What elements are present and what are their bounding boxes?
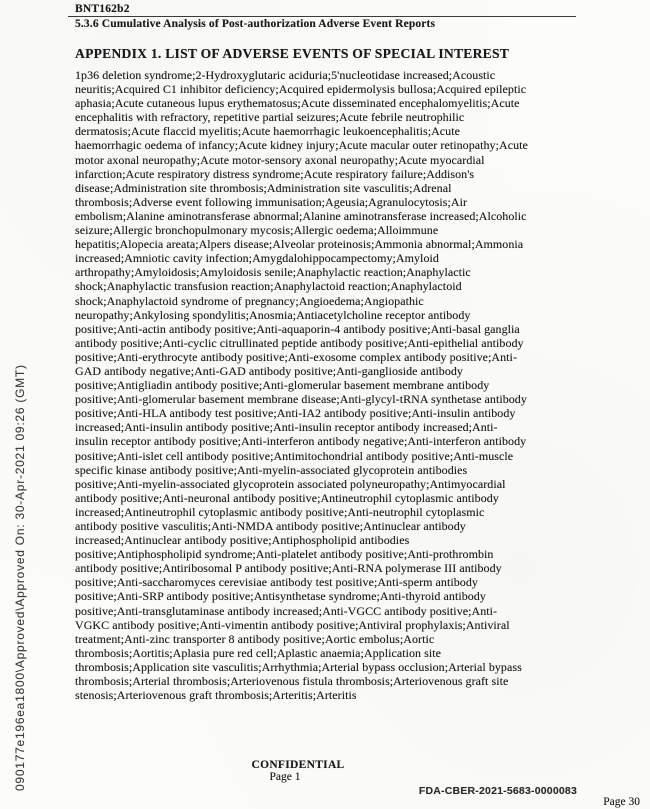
body-text-line: motor axonal neuropathy;Acute motor-sensory axonal neuropathy;Acute myocardial (75, 152, 485, 167)
internal-page-number: Page 1 (269, 771, 301, 783)
body-text-line: 1p36 deletion syndrome;2-Hydroxyglutaric aciduria;5'nucleotidase increased;Acoustic (75, 68, 496, 82)
body-text-line: positive;Anti-actin antibody positive;Anti-aquaporin-4 antibody positive;Anti-basal ganglia (75, 321, 520, 336)
body-text-line: dermatosis;Acute flaccid myelitis;Acute haemorrhagic leukoencephalitis;Acute (75, 124, 460, 139)
body-text-line: infarction;Acute respiratory distress syndrome;Acute respiratory failure;Addison's (75, 166, 475, 181)
body-text-line: positive;Anti-SRP antibody positive;Antisynthetase syndrome;Anti-thyroid antibody (75, 589, 486, 604)
document-title: 5.3.6 Cumulative Analysis of Post-authorization Adverse Event Reports (75, 18, 436, 30)
body-text-line: increased;Anti-insulin antibody positive;Anti-insulin receptor antibody increased;Anti- (75, 420, 498, 435)
header-rule (68, 16, 576, 17)
body-text-line: increased;Antineutrophil cytoplasmic antibody positive;Anti-neutrophil cytoplasmic (75, 504, 485, 519)
body-text-line: neuropathy;Ankylosing spondylitis;Anosmia;Antiacetylcholine receptor antibody (75, 307, 471, 322)
body-text-line: positive;Anti-saccharomyces cerevisiae antibody test positive;Anti-sperm antibody (75, 575, 478, 590)
body-text-line: positive;Anti-islet cell antibody positive;Antimitochondrial antibody positive;Anti-muscle (75, 448, 514, 463)
body-text-line: seizure;Allergic bronchopulmonary mycosis;Allergic oedema;Alloimmune (75, 223, 439, 238)
body-text-line: encephalitis with refractory, repetitive partial seizures;Acute febrile neutrophilic (75, 110, 465, 125)
body-text-line: antibody positive;Anti-neuronal antibody positive;Antineutrophil cytoplasmic antibody (75, 490, 499, 505)
body-text-line: VGKC antibody positive;Anti-vimentin antibody positive;Antiviral prophylaxis;Antiviral (75, 617, 510, 632)
confidential-label: CONFIDENTIAL (251, 759, 345, 771)
body-text-line: shock;Anaphylactoid syndrome of pregnancy;Angioedema;Angiopathic (75, 293, 424, 308)
approval-watermark: 090177e196ea1800\Approved\Approved On: 30-Apr-2021 09:26 (GMT) (13, 364, 27, 791)
body-text-line: positive;Anti-transglutaminase antibody increased;Anti-VGCC antibody positive;Anti- (75, 603, 498, 618)
body-text-line: positive;Antiphospholipid syndrome;Anti-platelet antibody positive;Anti-prothrombin (75, 547, 494, 562)
body-text-line: thrombosis;Arterial thrombosis;Arteriovenous fistula thrombosis;Arteriovenous graft site (75, 674, 509, 689)
body-text-line: thrombosis;Adverse event following immunisation;Ageusia;Agranulocytosis;Air (75, 194, 468, 209)
body-text-line: positive;Anti-myelin-associated glycoprotein associated polyneuropathy;Antimyocardial (75, 476, 506, 491)
page-header (68, 3, 576, 30)
body-text-line: disease;Administration site thrombosis;Administration site vasculitis;Adrenal (75, 180, 452, 195)
body-text-line: thrombosis;Aortitis;Aplasia pure red cell;Aplastic anaemia;Application site (75, 645, 441, 660)
adverse-events-list (75, 68, 580, 702)
body-text-line: haemorrhagic oedema of infancy;Acute kidney injury;Acute macular outer retinopathy;Acute (75, 138, 528, 153)
body-text-line: aphasia;Acute cutaneous lupus erythematosus;Acute disseminated encephalomyelitis;Acute (75, 96, 520, 111)
body-text-line: positive;Anti-erythrocyte antibody positive;Anti-exosome complex antibody positive;Anti- (75, 349, 517, 364)
body-text-line: increased;Antinuclear antibody positive;Antiphospholipid antibodies (75, 533, 410, 548)
body-text-line: shock;Anaphylactic transfusion reaction;Anaphylactoid reaction;Anaphylactoid (75, 279, 462, 294)
body-text-line: antibody positive;Antiribosomal P antibody positive;Anti-RNA polymerase III antibody (75, 561, 502, 576)
body-text-line: thrombosis;Application site vasculitis;Arrhythmia;Arterial bypass occlusion;Arterial bypass (75, 659, 522, 674)
body-text-line: neuritis;Acquired C1 inhibitor deficiency;Acquired epidermolysis bullosa;Acquired epileptic (75, 82, 527, 97)
body-text-line: hepatitis;Alopecia areata;Alpers disease;Alveolar proteinosis;Ammonia abnormal;Ammonia (75, 237, 524, 252)
body-text-line: increased;Amniotic cavity infection;Amygdalohippocampectomy;Amyloid (75, 251, 439, 266)
body-text-line: embolism;Alanine aminotransferase abnormal;Alanine aminotransferase increased;Alcoholic (75, 208, 527, 223)
body-text-line: treatment;Anti-zinc transporter 8 antibody positive;Aortic embolus;Aortic (75, 631, 435, 646)
appendix-title: APPENDIX 1. LIST OF ADVERSE EVENTS OF SPECIAL INTEREST (75, 46, 510, 61)
pdf-page-number: Page 30 (603, 796, 640, 808)
body-text-line: stenosis;Arteriovenous graft thrombosis;Arteritis;Arteritis (75, 688, 357, 703)
body-text-line: arthropathy;Amyloidosis;Amyloidosis senile;Anaphylactic reaction;Anaphylactic (75, 265, 471, 280)
fda-document-number: FDA-CBER-2021-5683-0000083 (418, 785, 577, 797)
body-text-line: positive;Antigliadin antibody positive;Anti-glomerular basement membrane antibody (75, 378, 490, 393)
body-text-line: GAD antibody negative;Anti-GAD antibody positive;Anti-ganglioside antibody (75, 363, 463, 378)
body-text-line: specific kinase antibody positive;Anti-myelin-associated glycoprotein antibodies (75, 462, 468, 477)
body-text-line: antibody positive;Anti-cyclic citrullinated peptide antibody positive;Anti-epithelial antibody (75, 335, 524, 350)
protocol-code: BNT162b2 (75, 3, 130, 15)
body-text-line: positive;Anti-HLA antibody test positive;Anti-IA2 antibody positive;Anti-insulin antibody (75, 406, 516, 421)
body-text-line: antibody positive vasculitis;Anti-NMDA antibody positive;Antinuclear antibody (75, 519, 466, 533)
body-text-line: positive;Anti-glomerular basement membrane disease;Anti-glycyl-tRNA synthetase antibody (75, 392, 527, 407)
body-text-line: insulin receptor antibody positive;Anti-interferon antibody negative;Anti-interferon antibody (75, 434, 527, 449)
